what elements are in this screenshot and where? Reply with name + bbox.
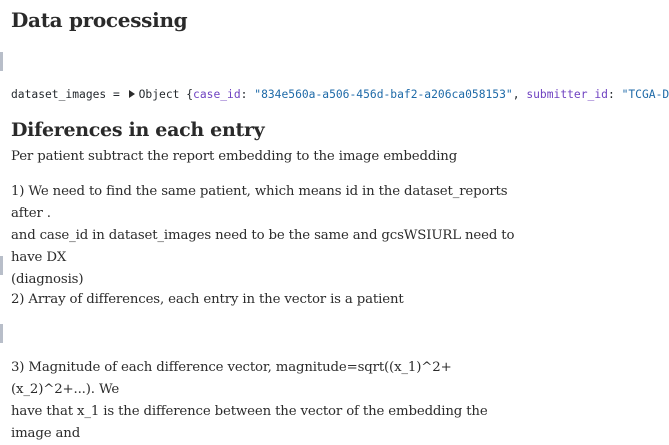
text-line: 1) We need to find the same patient, which means id in the dataset_reports after .: [11, 184, 508, 221]
cell-indicator[interactable]: [0, 52, 3, 71]
dataset-images-output: [11, 88, 669, 101]
separator: :: [607, 88, 622, 101]
variable-name: dataset_images =: [11, 88, 127, 101]
step1-paragraph: [11, 181, 531, 291]
separator: :: [240, 88, 255, 101]
value-case-id: "834e560a-a506-456d-baf2-a206ca058153": [254, 88, 513, 101]
cell-indicator[interactable]: [0, 256, 3, 275]
intro-paragraph: Per patient subtract the report embedding to the image embedding: [11, 149, 458, 164]
section-title-differences: Diferences in each entry: [11, 119, 265, 141]
text-line: have that x_1 is the difference between the vector of the embedding the image and: [11, 404, 488, 441]
section-title-data-processing: Data processing: [11, 8, 188, 32]
key-case-id: case_id: [193, 88, 241, 101]
text-line: and case_id in dataset_images need to be the same and gcsWSIURL need to have DX: [11, 228, 515, 265]
value-submitter-id: "TCGA-D: [621, 88, 669, 101]
object-label[interactable]: Object {: [138, 88, 194, 101]
step2-paragraph: 2) Array of differences, each entry in the vector is a patient: [11, 292, 404, 307]
step3-paragraph: [11, 357, 531, 445]
key-submitter-id: submitter_id: [526, 88, 608, 101]
comma: ,: [512, 88, 527, 101]
cell-indicator[interactable]: [0, 324, 3, 343]
text-line: 3) Magnitude of each difference vector, magnitude=sqrt((x_1)^2+(x_2)^2+...). We: [11, 360, 452, 397]
text-line: (diagnosis): [11, 272, 84, 287]
expand-triangle-icon[interactable]: [129, 90, 135, 98]
